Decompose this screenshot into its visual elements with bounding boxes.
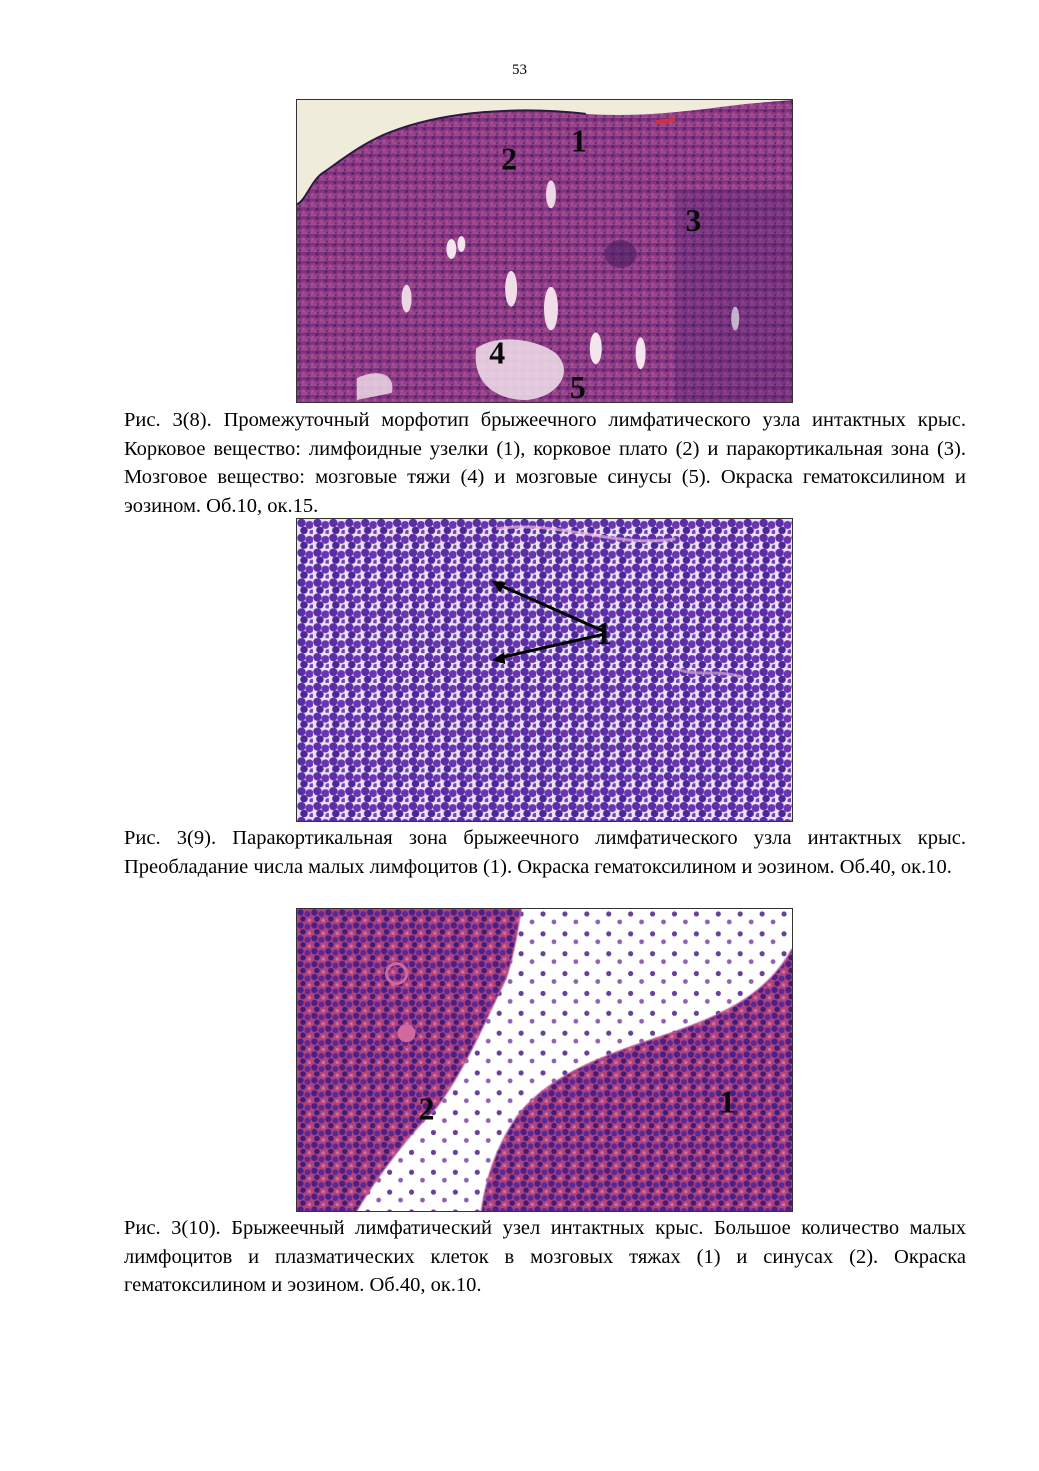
figure-label-2: 2 [418, 1091, 435, 1127]
figure-label-4: 4 [489, 335, 506, 371]
figure-label-1: 1 [595, 616, 612, 652]
micrograph-medullary-cords-sinus [296, 908, 793, 1212]
figure-caption: Рис. 3(10). Брыжеечный лимфатический узел интактных крыс. Большое количество малых лимфоцитов и плазматических клеток в мозговых тяжах (1) и синусах (2). Окраска гематоксилином и эозином. Об.40, ок.10. [124, 1217, 966, 1296]
figure-caption: Рис. 3(8). Промежуточный морфотип брыжеечного лимфатического узла интактных крыс. Корковое вещество: лимфоидные узелки (1), корковое плато (2) и паракортикальная зона (3). Мозговое вещество: мозговые тяжи (4) и мозговые синусы (5). Окраска гематоксилином и эозином. Об.10, ок.15. [124, 409, 966, 517]
figure-label-5: 5 [569, 370, 586, 402]
figure-label-3: 3 [685, 203, 702, 239]
micrograph-lymph-node-overview [296, 99, 793, 403]
figure-label-2: 2 [501, 141, 518, 177]
page-number: 53 [512, 62, 527, 78]
figure-caption: Рис. 3(9). Паракортикальная зона брыжеечного лимфатического узла интактных крыс. Преобладание числа малых лимфоцитов (1). Окраска гематоксилином и эозином. Об.40, ок.10. [124, 827, 966, 878]
figure-label-1: 1 [719, 1084, 736, 1120]
micrograph-paracortical-zone [296, 518, 793, 822]
figure-label-1: 1 [570, 123, 587, 159]
